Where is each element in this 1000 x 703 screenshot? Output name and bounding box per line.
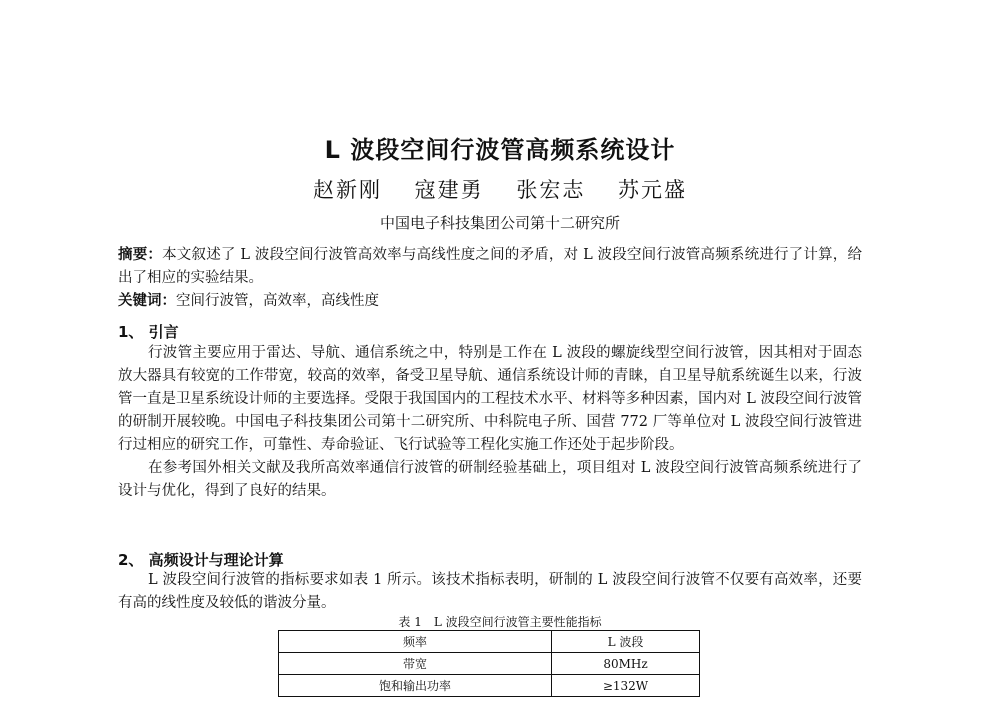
table-cell-param: 饱和输出功率 <box>279 675 552 697</box>
keywords-text: 空间行波管，高效率，高线性度 <box>176 293 379 309</box>
table-row <box>279 675 700 697</box>
keywords <box>118 290 862 313</box>
affiliation: 中国电子科技集团公司第十二研究所 <box>379 214 620 232</box>
table-cell-value: L 波段 <box>552 631 700 653</box>
section-body-hf-design <box>118 569 862 615</box>
paragraph: 行波管主要应用于雷达、导航、通信系统之中，特别是工作在 L 波段的螺旋线型空间行波管，因其相对于固态放大器具有较宽的工作带宽，较高的效率，备受卫星导航、通信系统设计师的青睐，自卫星导航系统诞生以来，行波管一直是卫星系统设计师的主要选择。受限于我国国内的工程技术水平、材料等多种因素，国内对 L 波段空间行波管的研制开展较晚。中国电子科技集团公司第十二研究所、中科院电子所、国营 772 厂等单位对 L 波段空间行波管进行过相应的研究工作，可靠性、寿命验证、飞行试验等工程化实施工作还处于起步阶段。 <box>118 345 862 453</box>
paragraph: L 波段空间行波管的指标要求如表 1 所示。该技术指标表明，研制的 L 波段空间行波管不仅要有高效率，还要有高的线性度及较低的谐波分量。 <box>118 572 862 611</box>
paper-title: L 波段空间行波管高频系统设计 <box>324 136 676 164</box>
author-name: 苏元盛 <box>618 178 688 202</box>
table-cell-param: 频率 <box>279 631 552 653</box>
table-cell-value: ≥132W <box>552 675 700 697</box>
author-name: 张宏志 <box>516 178 586 202</box>
table-cell-param: 带宽 <box>279 653 552 675</box>
author-name: 寇建勇 <box>414 178 484 202</box>
table-cell-value: 80MHz <box>552 653 700 675</box>
section-body-intro <box>118 342 862 503</box>
table-caption: 表 1 L 波段空间行波管主要性能指标 <box>398 615 602 629</box>
section-heading-intro: 1、 引言 <box>118 323 179 341</box>
author-name: 赵新刚 <box>312 178 382 202</box>
table-row <box>279 653 700 675</box>
author-list <box>0 174 1000 204</box>
table-row <box>279 631 700 653</box>
abstract-label: 摘要： <box>118 247 163 263</box>
abstract <box>118 244 862 290</box>
spec-table <box>278 630 700 697</box>
abstract-text: 本文叙述了 L 波段空间行波管高效率与高线性度之间的矛盾，对 L 波段空间行波管高频系统进行了计算，给出了相应的实验结果。 <box>118 247 862 286</box>
section-heading-hf-design: 2、 高频设计与理论计算 <box>118 551 284 569</box>
keywords-label: 关键词： <box>118 293 176 309</box>
paragraph: 在参考国外相关文献及我所高效率通信行波管的研制经验基础上，项目组对 L 波段空间行波管高频系统进行了设计与优化，得到了良好的结果。 <box>118 460 862 499</box>
